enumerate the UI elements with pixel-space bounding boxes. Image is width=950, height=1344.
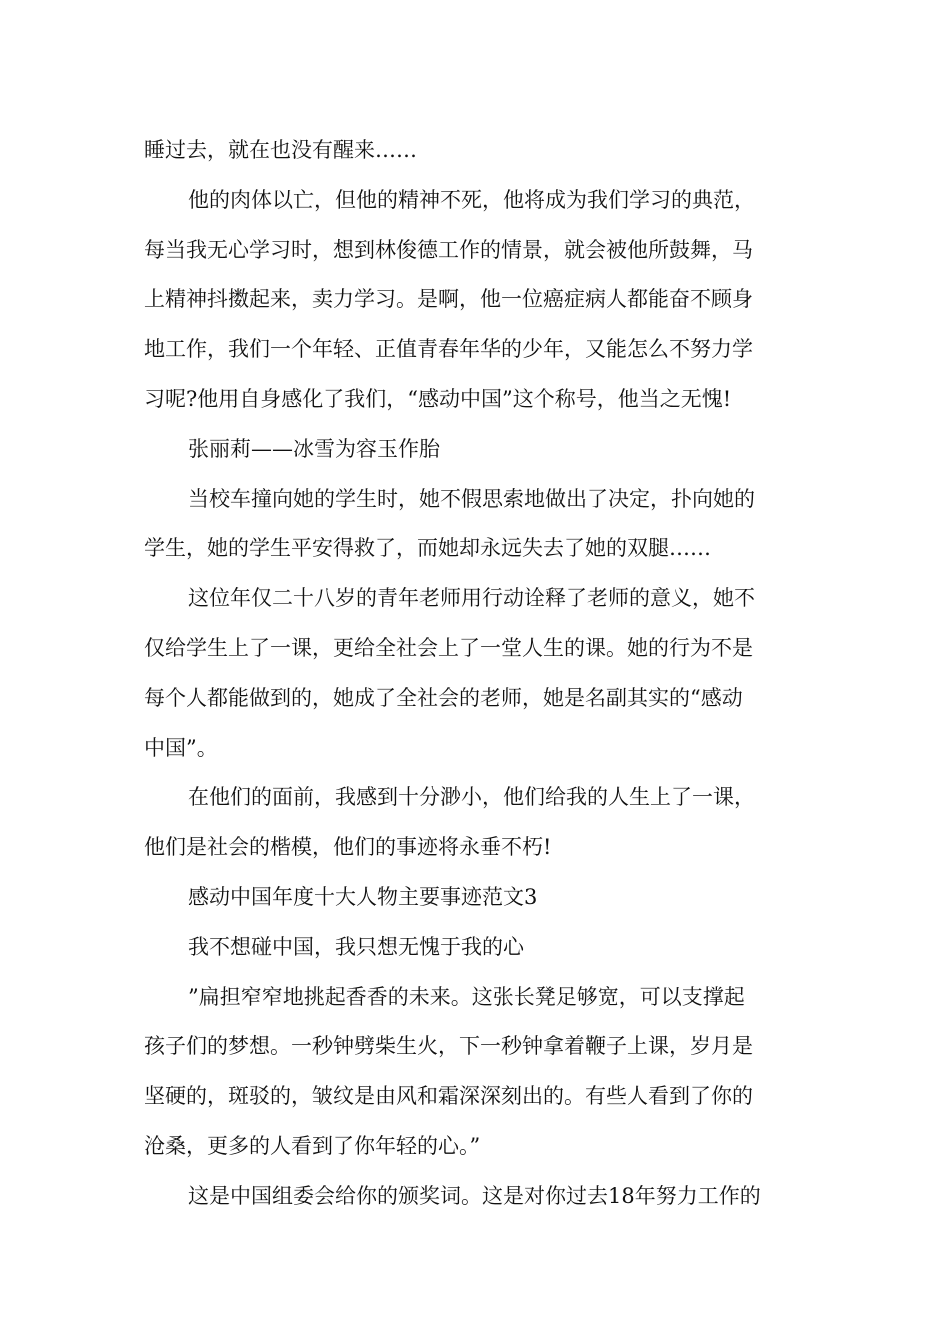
- text-line: 每当我无心学习时，想到林俊德工作的情景，就会被他所鼓舞，马: [144, 237, 753, 262]
- text-line: 坚硬的，斑驳的，皱纹是由风和霜深深刻出的。有些人看到了你的: [144, 1084, 753, 1109]
- text-line: 习呢?他用自身感化了我们，“感动中国”这个称号，他当之无愧!: [144, 386, 732, 411]
- text-line: 仅给学生上了一课，更给全社会上了一堂人生的课。她的行为不是: [144, 635, 753, 660]
- text-line: 他的肉体以亡，但他的精神不死，他将成为我们学习的典范，: [188, 187, 755, 212]
- text-line: 地工作，我们一个年轻、正值青春年华的少年，又能怎么不努力学: [144, 337, 753, 362]
- text-line: 这是中国组委会给你的颁奖词。这是对你过去18年努力工作的: [188, 1183, 761, 1208]
- text-line: 当校车撞向她的学生时，她不假思索地做出了决定，扑向她的: [188, 486, 755, 511]
- section-heading: 张丽莉——冰雪为容玉作胎: [188, 436, 440, 461]
- section-heading: 感动中国年度十大人物主要事迹范文3: [188, 884, 538, 909]
- section-subheading: 我不想碰中国，我只想无愧于我的心: [188, 934, 524, 959]
- text-line: 在他们的面前，我感到十分渺小，他们给我的人生上了一课，: [188, 785, 755, 810]
- text-line: 孩子们的梦想。一秒钟劈柴生火，下一秒钟拿着鞭子上课，岁月是: [144, 1034, 753, 1059]
- text-line: 沧桑，更多的人看到了你年轻的心。”: [144, 1133, 481, 1158]
- text-line: 上精神抖擞起来，卖力学习。是啊，他一位癌症病人都能奋不顾身: [144, 287, 753, 312]
- text-line: 中国”。: [144, 735, 218, 760]
- text-line: 每个人都能做到的，她成了全社会的老师，她是名副其实的“感动: [144, 685, 743, 710]
- text-line: 他们是社会的楷模，他们的事迹将永垂不朽!: [144, 835, 552, 860]
- document-body: [144, 126, 808, 1222]
- text-line: 这位年仅二十八岁的青年老师用行动诠释了老师的意义，她不: [188, 586, 755, 611]
- text-line: ”扁担窄窄地挑起香香的未来。这张长凳足够宽，可以支撑起: [188, 984, 745, 1009]
- text-line: 睡过去，就在也没有醒来……: [144, 138, 417, 162]
- text-line: 学生，她的学生平安得救了，而她却永远失去了她的双腿……: [144, 536, 711, 561]
